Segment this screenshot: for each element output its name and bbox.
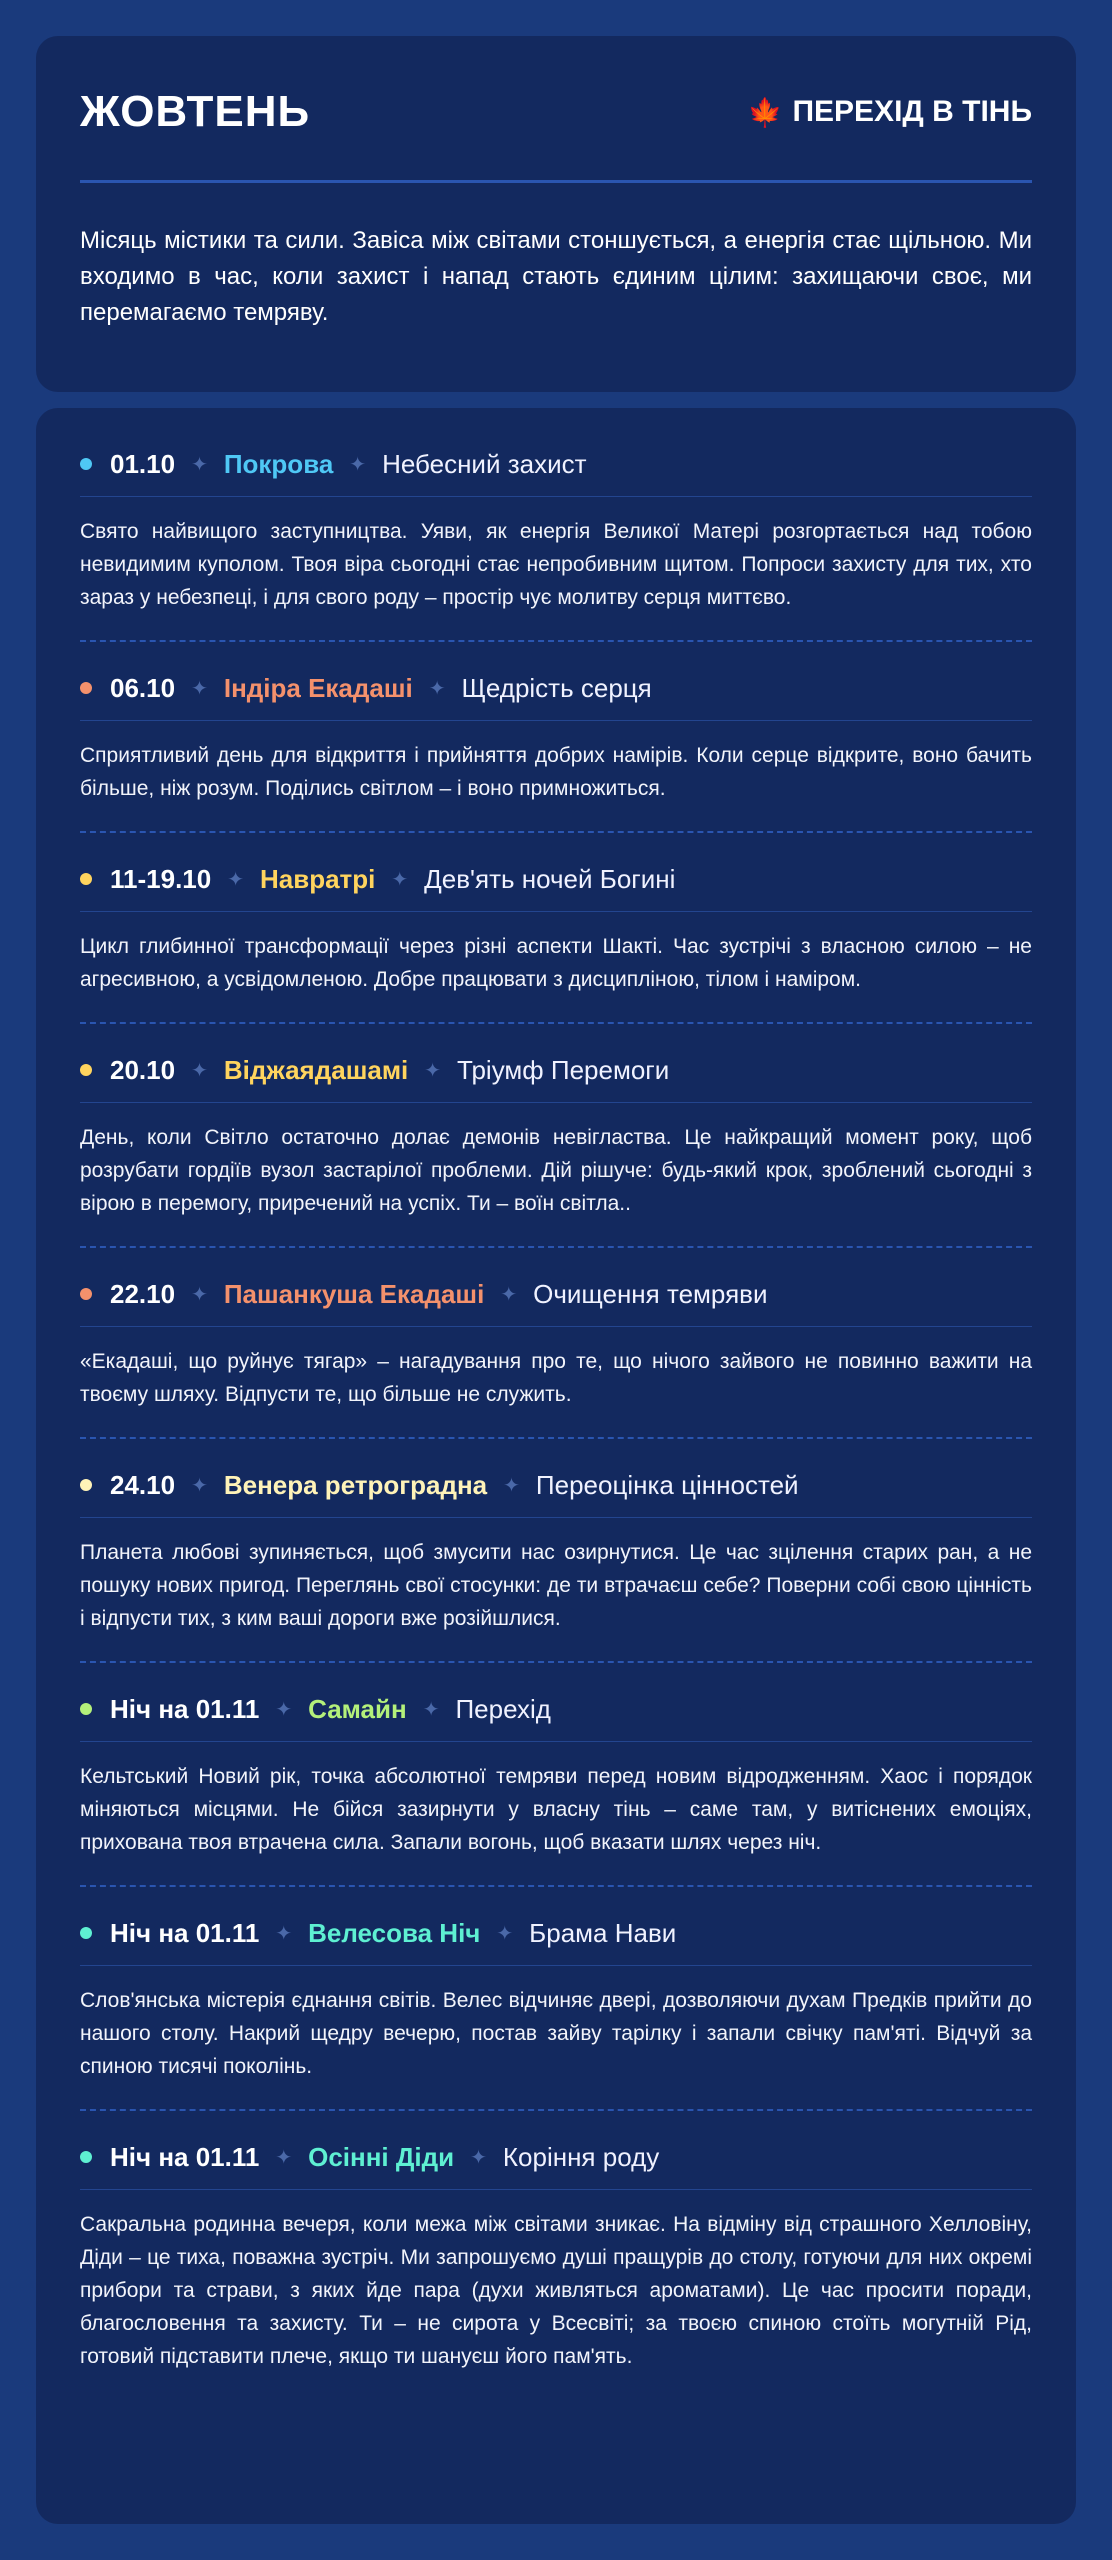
event-description: Слов'янська містерія єднання світів. Велес відчиняє двері, дозволяючи духам Предків прийти до нашого столу. Накрий щедру вечерю, постав зайву тарілку і запали свічку пам'яті. Відчуй за спиною тисячі поколінь. [80, 1989, 1032, 2078]
sparkle-icon: ✦ [503, 1474, 520, 1497]
sparkle-icon: ✦ [275, 1922, 293, 1945]
sparkle-icon: ✦ [391, 868, 409, 891]
event-dot-icon [80, 458, 92, 470]
event-description: Планета любові зупиняється, щоб змусити нас озирнутися. Це час зцілення старих ран, а не пошуку нових пригод. Переглянь свої стосунки: де ти втрачаєш себе? Поверни собі свою цінність і відпусти тих, з ким ваші дороги вже розійшлися. [80, 1541, 1032, 1630]
event-description: Кельтський Новий рік, точка абсолютної темряви перед новим відродженням. Хаос і порядок міняються місцями. Не бійся зазирнути у власну тінь – саме там, у витіснених емоціях, прихована твоя втрачена сила. Запали вогонь, щоб вказати шлях через ніч. [80, 1765, 1032, 1854]
event-dot-icon [80, 1703, 92, 1715]
month-intro: Місяць містики та сили. Завіса між світами стоншується, а енергія стає щільною. Ми входимо в час, коли захист і напад стають єдиним цілим: захищаючи своє, ми перемагаємо темряву. [80, 227, 1032, 326]
event-tag: Перехід [455, 1693, 551, 1724]
event-dot-icon [80, 1927, 92, 1939]
event-item [80, 859, 1032, 1024]
event-dot-icon [80, 1479, 92, 1491]
event-dot-icon [80, 1288, 92, 1300]
event-date: 20.10 [110, 1054, 176, 1085]
event-description: Сприятливий день для відкриття і прийняття добрих намірів. Коли серце відкрите, воно бачить більше, ніж розум. Поділись світлом – і воно примножиться. [80, 744, 1032, 800]
sparkle-icon: ✦ [428, 677, 446, 700]
event-date: Ніч на 01.11 [110, 2141, 260, 2172]
event-header [80, 1465, 1032, 1518]
event-header [80, 1913, 1032, 1966]
event-name: Індіра Екадаші [223, 672, 413, 703]
event-tag: Очищення темряви [533, 1278, 768, 1309]
event-item [80, 444, 1032, 642]
event-item [80, 1465, 1032, 1663]
sparkle-icon: ✦ [470, 2146, 487, 2169]
sparkle-icon: ✦ [191, 1059, 208, 1082]
event-tag: Дев'ять ночей Богині [424, 863, 676, 894]
event-name: Віджаядашамі [223, 1054, 409, 1085]
event-tag: Небесний захист [382, 448, 587, 479]
event-tag: Щедрість серця [461, 672, 652, 703]
month-title: ЖОВТЕНЬ [80, 87, 311, 136]
sparkle-icon: ✦ [275, 2146, 293, 2169]
event-header [80, 2137, 1032, 2190]
event-name: Навратрі [259, 863, 376, 894]
event-tag: Брама Нави [529, 1917, 677, 1948]
event-name: Пашанкуша Екадаші [223, 1278, 485, 1309]
event-item [80, 1050, 1032, 1248]
event-date: 01.10 [110, 448, 176, 479]
sparkle-icon: ✦ [496, 1922, 514, 1945]
divider [80, 180, 1032, 183]
event-item [80, 1689, 1032, 1887]
event-description: День, коли Світло остаточно долає демонів невігластва. Це найкращий момент року, щоб розрубати гордіїв вузол застарілої проблеми. Дій рішуче: будь-який крок, зроблений сьогодні з вірою в перемогу, приречений на успіх. Ти – воїн світла.. [80, 1126, 1032, 1215]
event-dot-icon [80, 2151, 92, 2163]
month-header-card [36, 36, 1076, 392]
event-header [80, 1274, 1032, 1327]
event-item [80, 668, 1032, 833]
event-name: Самайн [308, 1693, 407, 1724]
event-header [80, 444, 1032, 497]
sparkle-icon: ✦ [349, 453, 367, 476]
event-tag: Коріння роду [502, 2141, 660, 2172]
event-name: Венера ретроградна [223, 1469, 488, 1500]
month-subtitle [748, 95, 1032, 129]
event-header [80, 1689, 1032, 1742]
event-header [80, 668, 1032, 721]
event-description: Сакральна родинна вечеря, коли межа між світами зникає. На відміну від страшного Хелловіну, Діди – це тиха, поважна зустріч. Ми запрошуємо душі пращурів до столу, готуючи для них окремі прибори та страви, з яких йде пара (духи живляться ароматами). Це час просити поради, благословення та захисту. Ти – не сирота у Всесвіті; за твоєю спиною стоїть могутній Рід, готовий підставити плече, якщо ти шануєш його пам'ять. [80, 2213, 1032, 2368]
event-name: Велесова Ніч [308, 1917, 481, 1948]
event-header [80, 859, 1032, 912]
event-name: Осінні Діди [308, 2141, 455, 2172]
event-date: 06.10 [110, 672, 176, 703]
event-header [80, 1050, 1032, 1103]
subtitle-text: ПЕРЕХІД В ТІНЬ [792, 95, 1032, 128]
event-name: Покрова [223, 448, 334, 479]
events-card [36, 408, 1076, 2524]
event-dot-icon [80, 1064, 92, 1076]
sparkle-icon: ✦ [191, 1474, 208, 1497]
event-item [80, 1913, 1032, 2111]
sparkle-icon: ✦ [275, 1698, 293, 1721]
sparkle-icon: ✦ [227, 868, 244, 891]
event-dot-icon [80, 682, 92, 694]
event-tag: Тріумф Перемоги [457, 1054, 670, 1085]
sparkle-icon: ✦ [191, 453, 208, 476]
event-date: 11-19.10 [110, 863, 212, 894]
event-date: Ніч на 01.11 [110, 1693, 260, 1724]
event-date: Ніч на 01.11 [110, 1917, 260, 1948]
event-date: 24.10 [110, 1469, 176, 1500]
maple-leaf-icon: 🍁 [747, 96, 783, 128]
sparkle-icon: ✦ [191, 677, 208, 700]
sparkle-icon: ✦ [191, 1283, 208, 1306]
event-description: Цикл глибинної трансформації через різні аспекти Шакті. Час зустрічі з власною силою – не агресивною, а усвідомленою. Добре працювати з дисципліною, тілом і наміром. [80, 935, 1032, 991]
sparkle-icon: ✦ [500, 1283, 518, 1306]
event-date: 22.10 [110, 1278, 176, 1309]
event-item [80, 2137, 1032, 2399]
event-description: «Екадаші, що руйнує тягар» – нагадування про те, що нічого зайвого не повинно важити на твоєму шляху. Відпусти те, що більше не служить. [80, 1350, 1032, 1406]
event-item [80, 1274, 1032, 1439]
sparkle-icon: ✦ [424, 1059, 442, 1082]
event-dot-icon [80, 873, 92, 885]
sparkle-icon: ✦ [422, 1698, 440, 1721]
event-tag: Переоцінка цінностей [535, 1469, 799, 1500]
event-description: Свято найвищого заступництва. Уяви, як енергія Великої Матері розгортається над тобою невидимим куполом. Твоя віра сьогодні стає непробивним щитом. Попроси захисту для тих, хто зараз у небезпеці, і для свого роду – простір чує молитву серця миттєво. [80, 520, 1032, 609]
